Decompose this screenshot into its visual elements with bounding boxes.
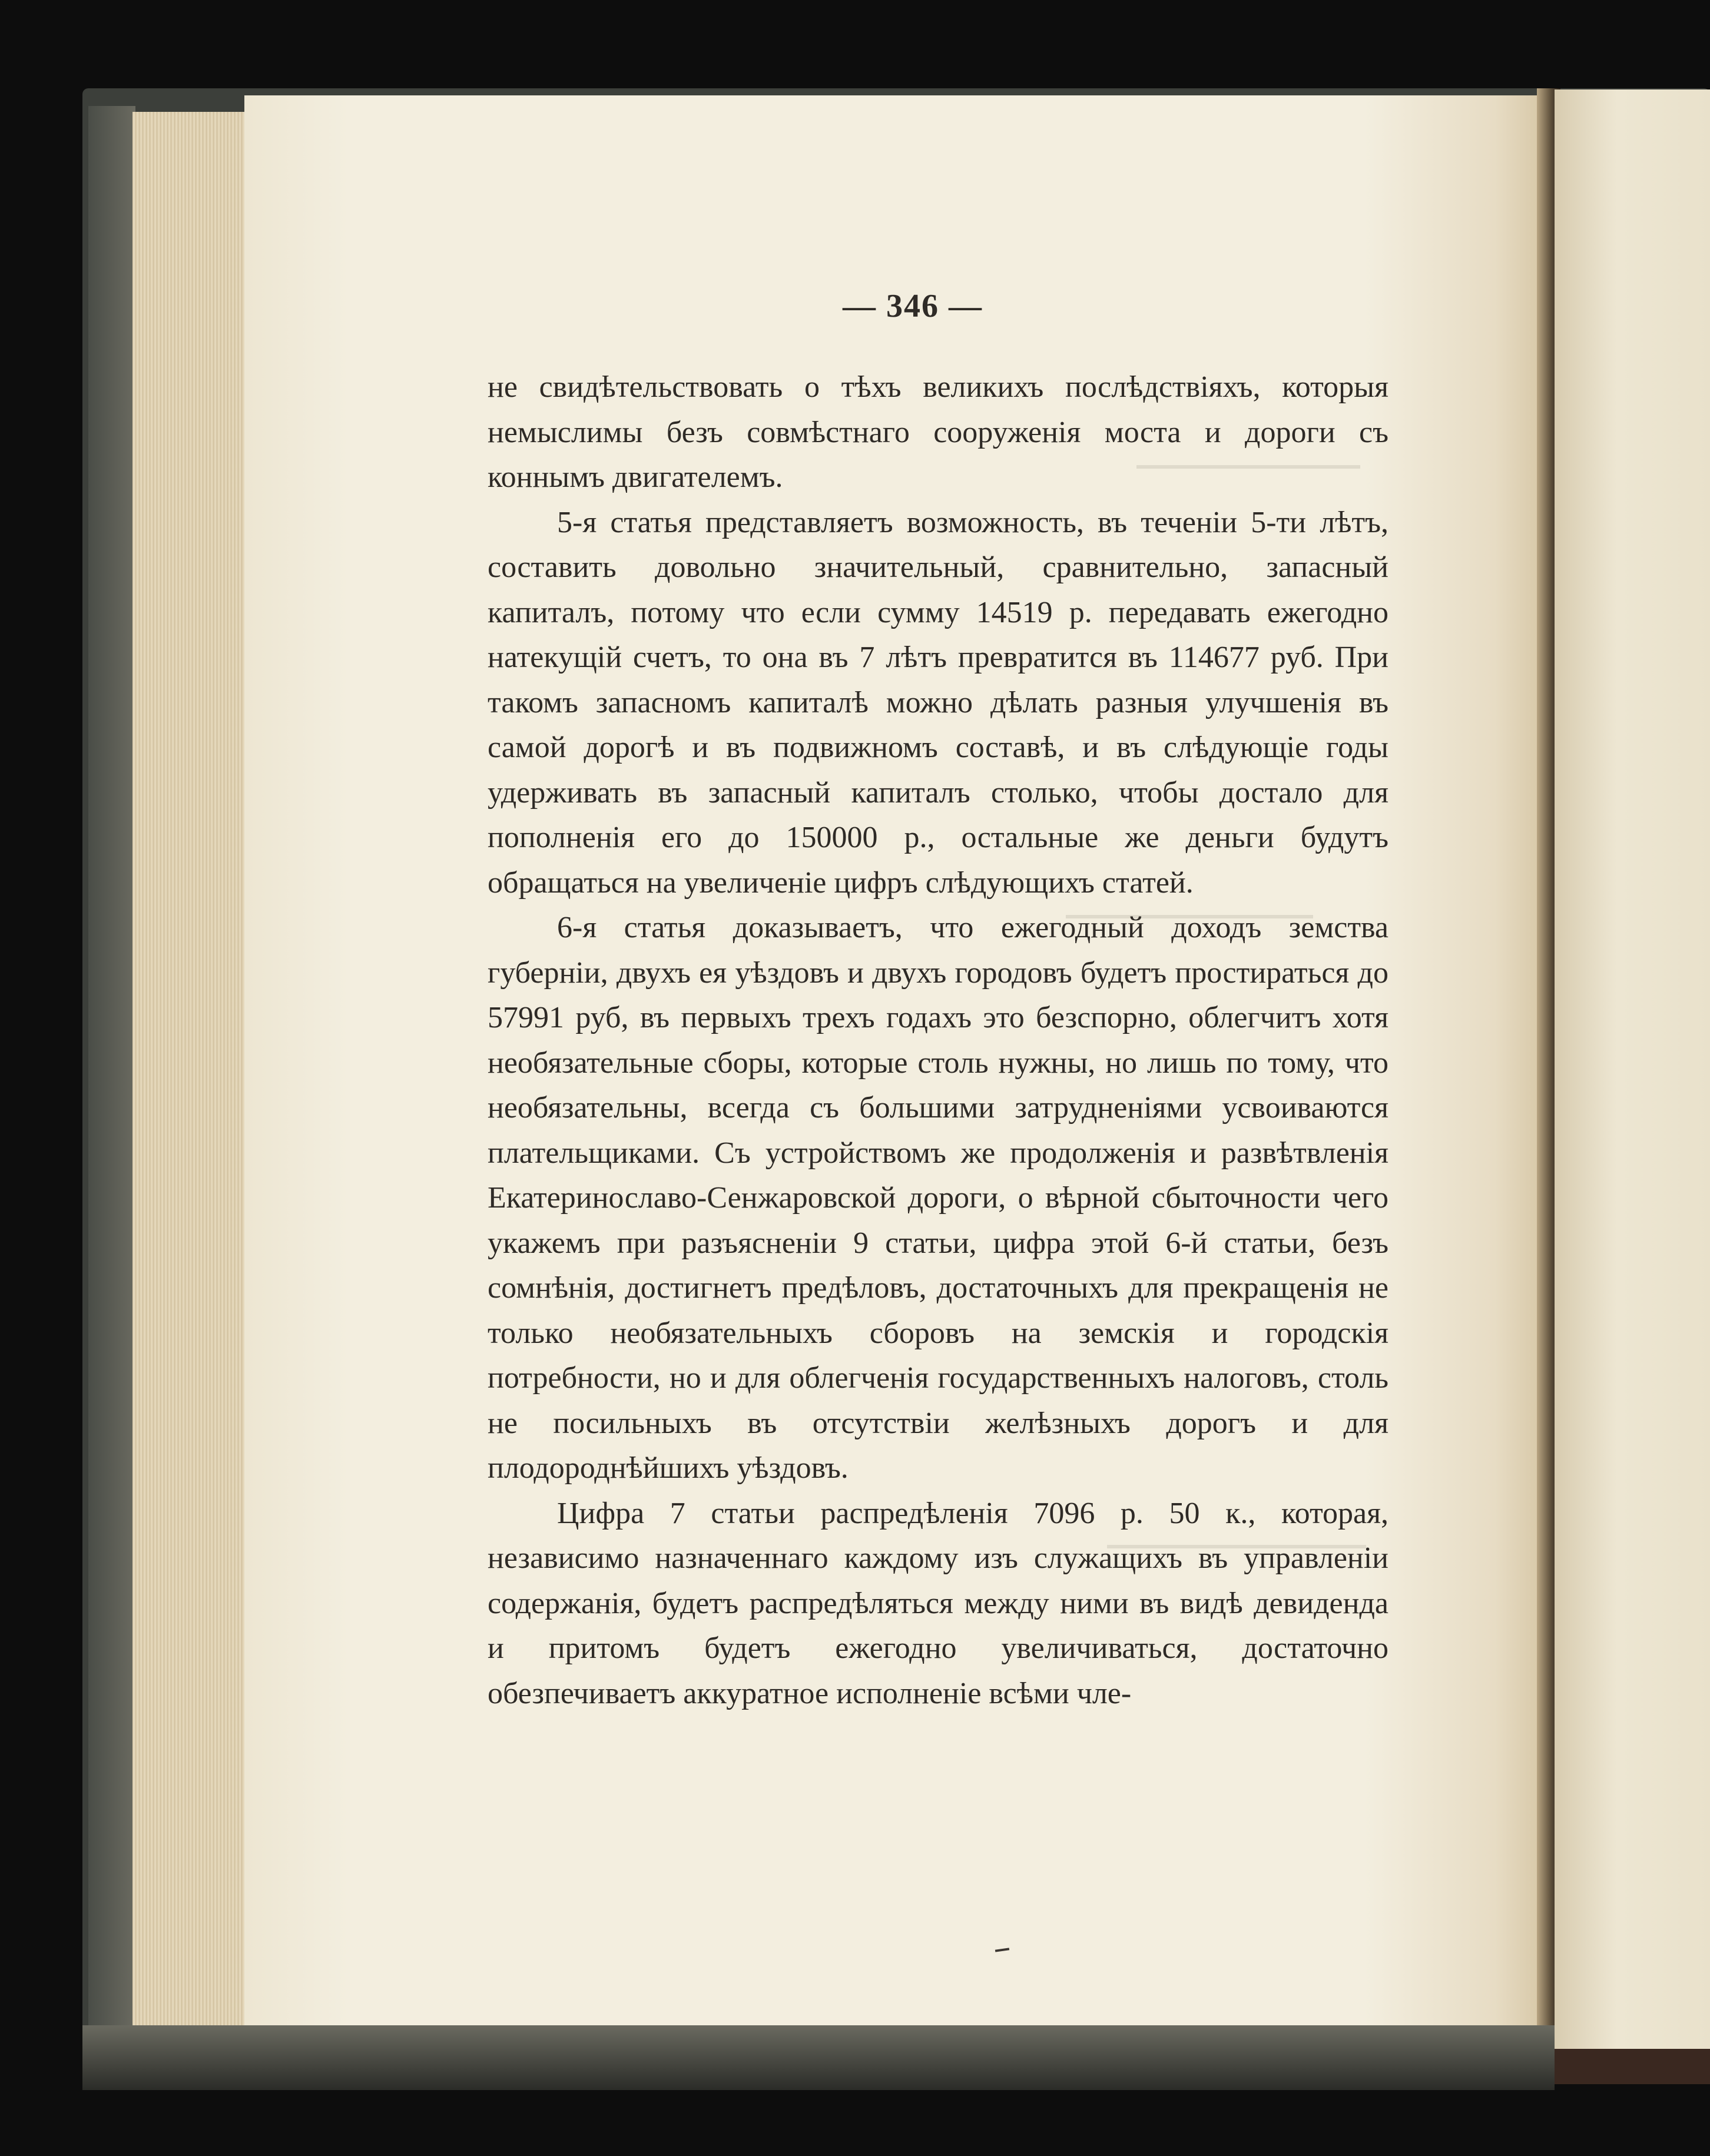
facing-page-cover xyxy=(1540,2049,1710,2084)
page-body-text xyxy=(488,365,1388,1716)
page-number: — 346 — xyxy=(843,288,983,324)
book-spine-edge xyxy=(88,106,135,2067)
book-bottom-shadow xyxy=(82,2025,1555,2090)
facing-page-edge xyxy=(1555,89,1710,2068)
paragraph: Цифра 7 статьи распредѣленія 7096 р. 50 к., которая, независимо назначеннаго каждому изъ служащихъ въ управленіи содержанія, будетъ распредѣляться между ними въ видѣ девиденда и притомъ будетъ ежегодно увеличиваться, достаточно обезпечиваетъ аккуратное исполненіе всѣми чле- xyxy=(488,1496,1388,1710)
paragraph: 5-я статья представляетъ возможность, въ теченіи 5-ти лѣтъ, составить довольно значительный, сравнительно, запасный капиталъ, потому что если сумму 14519 р. передавать ежегодно натекущій счетъ, то она въ 7 лѣтъ превратится въ 114677 руб. При такомъ запасномъ капиталѣ можно дѣлать разныя улучшенія въ самой дорогѣ и въ подвижномъ составѣ, и въ слѣдующіе годы удерживать въ запасный капиталъ столько, чтобы достало для пополненія его до 150000 р., остальные же деньги будутъ обращаться на увеличеніе цифръ слѣдующихъ статей. xyxy=(488,505,1388,900)
page-edges xyxy=(132,112,250,2055)
paragraph: не свидѣтельствовать о тѣхъ великихъ послѣдствіяхъ, которыя немыслимы безъ совмѣстнаго сооруженія моста и дороги съ коннымъ двигателемъ. xyxy=(488,370,1388,494)
paragraph: 6-я статья доказываетъ, что ежегодный доходъ земства губерніи, двухъ ея уѣздовъ и двухъ городовъ будетъ простираться до 57991 руб, въ первыхъ трехъ годахъ это безспорно, облегчитъ хотя необязательные сборы, которые столь нужны, но лишь по тому, что необязательны, всегда съ большими затрудненіями усвоиваются плательщиками. Съ устройствомъ же продолженія и развѣтвленія Екатеринославо-Сенжаровской дороги, о вѣрной сбыточности чего укажемъ при разъясненіи 9 статьи, цифра этой 6-й статьи, безъ сомнѣнія, достигнетъ предѣловъ, достаточныхъ для прекращенія не только необязательныхъ сборовъ на земскія и городскія потребности, но и для облегченія государственныхъ налоговъ, столь не посильныхъ въ отсутствіи желѣзныхъ дорогъ и для плодороднѣйшихъ уѣздовъ. xyxy=(488,911,1388,1485)
